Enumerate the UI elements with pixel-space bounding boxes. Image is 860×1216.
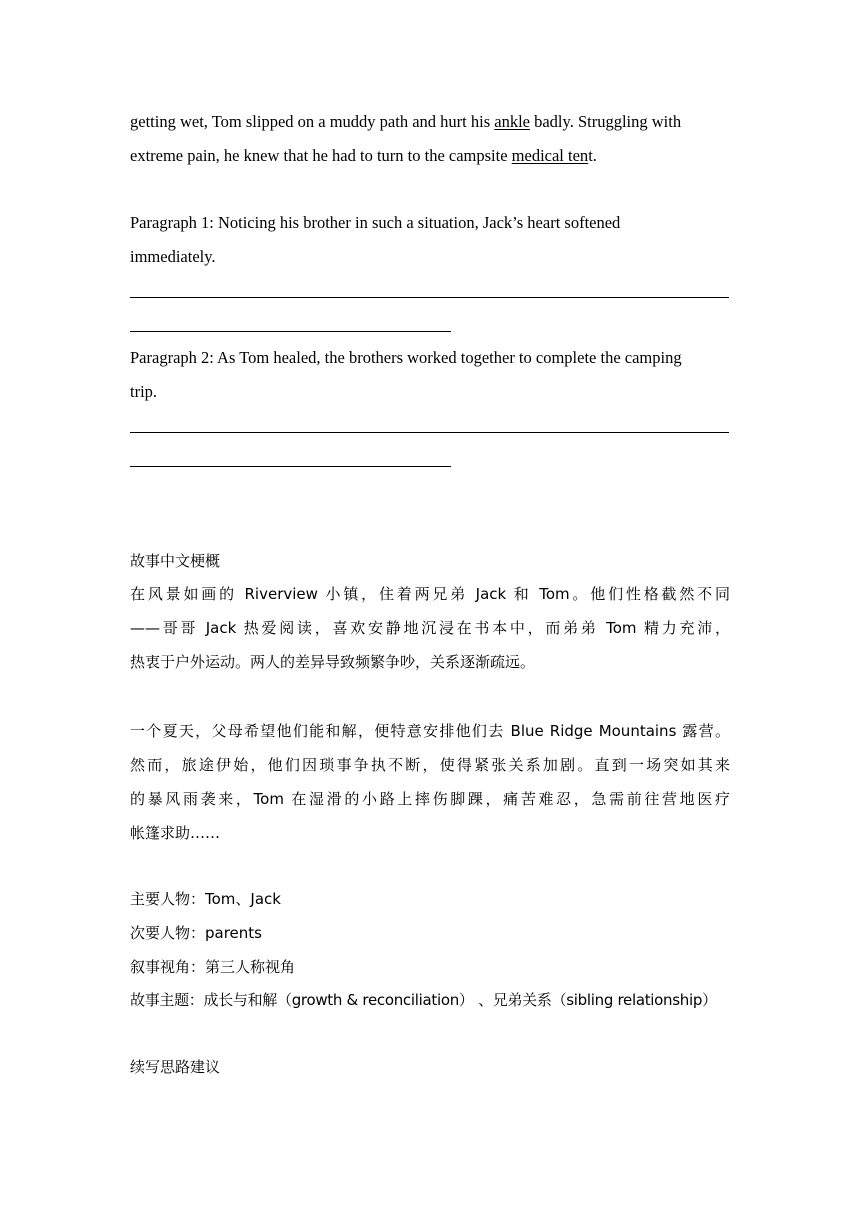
answer-line-long [130, 432, 729, 433]
answer-line-long [130, 297, 729, 298]
story-text: getting wet, Tom slipped on a muddy path and hurt his [130, 112, 495, 131]
summary-p1-line3: 热衷于户外运动。两人的差异导致频繁争吵，关系逐渐疏远。 [130, 653, 536, 671]
summary-p2-line1: 一个夏天，父母希望他们能和解，便特意安排他们去 Blue Ridge Mountains 露营。 [130, 722, 730, 740]
paragraph1-prompt: Paragraph 1: Noticing his brother in such a situation, Jack’s heart softened [130, 213, 621, 232]
summary-heading: 故事中文梗概 [130, 552, 221, 570]
story-line-1 [130, 112, 730, 132]
narrative-perspective: 叙事视角：第三人称视角 [130, 958, 296, 976]
summary-p1-line1: 在风景如画的 Riverview 小镇，住着两兄弟 Jack 和 Tom。他们性格截然不同 [130, 585, 730, 603]
answer-line-short [130, 466, 451, 467]
suggestion-heading: 续写思路建议 [130, 1058, 221, 1076]
summary-p2-line4: 帐篷求助…… [130, 824, 221, 842]
underlined-phrase-medical-tent: medical ten [511, 146, 589, 165]
story-text: extreme pain, he knew that he had to turn to the campsite [130, 146, 512, 165]
minor-characters: 次要人物：parents [130, 924, 262, 942]
main-characters: 主要人物：Tom、Jack [130, 890, 281, 908]
story-line-2 [130, 146, 730, 166]
story-text: t. [588, 146, 597, 165]
answer-line-short [130, 331, 451, 332]
document-page [130, 0, 730, 1216]
underlined-word-ankle: ankle [494, 112, 530, 131]
story-text: badly. Struggling with [529, 112, 682, 131]
paragraph2-prompt: Paragraph 2: As Tom healed, the brothers worked together to complete the camping [130, 348, 682, 367]
summary-p1-line2: ——哥哥 Jack 热爱阅读，喜欢安静地沉浸在书本中，而弟弟 Tom 精力充沛， [130, 619, 730, 637]
summary-p2-line3: 的暴风雨袭来，Tom 在湿滑的小路上摔伤脚踝，痛苦难忍，急需前往营地医疗 [130, 790, 730, 808]
paragraph2-prompt-cont: trip. [130, 382, 158, 401]
summary-p2-line2: 然而，旅途伊始，他们因琐事争执不断，使得紧张关系加剧。直到一场突如其来 [130, 756, 730, 774]
story-theme: 故事主题：成长与和解（growth & reconciliation） 、兄弟关系（sibling relationship） [130, 991, 717, 1009]
paragraph1-prompt-cont: immediately. [130, 247, 216, 266]
